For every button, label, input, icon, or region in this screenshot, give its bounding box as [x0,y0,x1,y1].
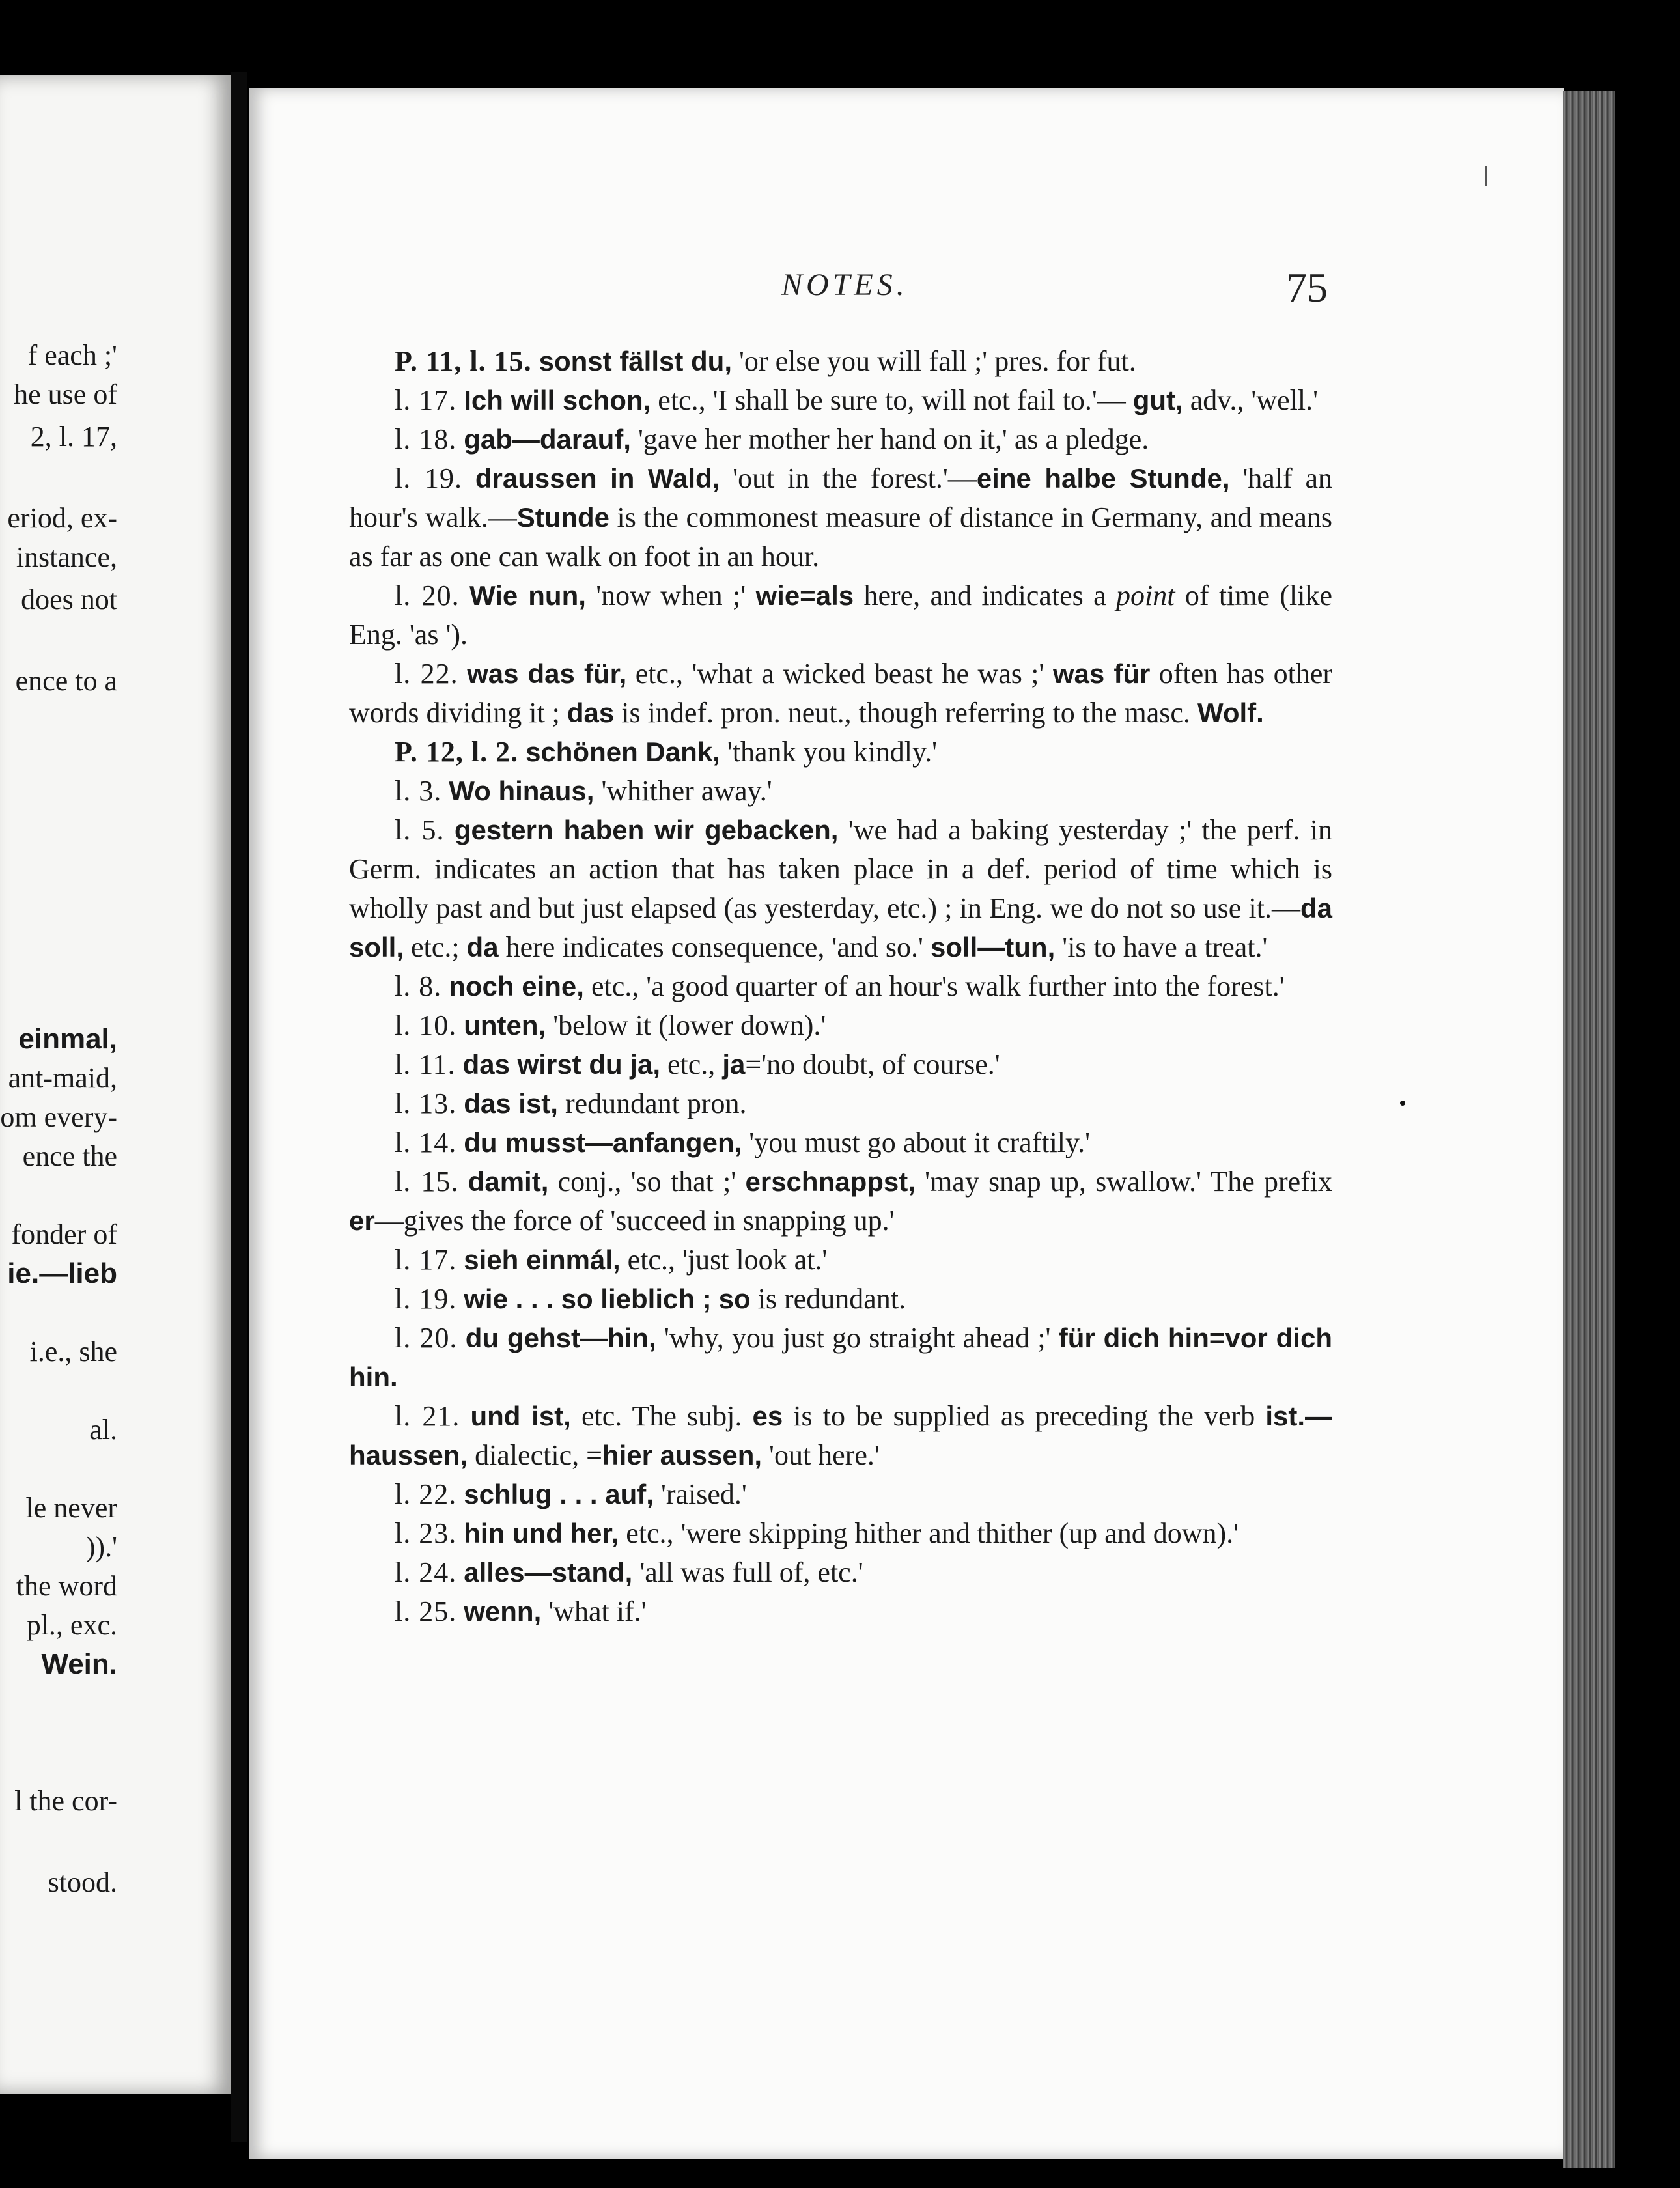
note-text: 'half an hour's walk.— [349,462,1332,533]
note-reference: l. 13. [395,1087,457,1119]
left-page-line: eriod, ex- [7,502,117,534]
german-term: sonst fällst du, [539,346,732,376]
note-text: of time (like Eng. 'as '). [349,580,1333,651]
german-term: soll—tun, [930,932,1056,962]
note-text: 'all was full of, etc.' [632,1556,863,1588]
note-text: etc.; [404,931,467,963]
note-text: 'out here.' [762,1439,880,1471]
page-edges [1563,91,1615,2168]
german-term: Wo hinaus, [449,776,595,806]
note-text: dialectic, = [468,1439,602,1471]
note-reference: l. 18. [395,423,457,455]
note-text: here indicates consequence, 'and so.' [498,931,931,963]
note-text: etc., 'a good quarter of an hour's walk further into the forest.' [583,970,1285,1002]
note-reference: l. 5. [395,814,445,846]
note-text: etc., 'what a wicked beast he was ;' [626,658,1053,690]
german-term: erschnappst, [745,1166,916,1197]
note-reference: l. 25. [395,1595,457,1627]
left-page-line: ence the [22,1140,117,1172]
note-reference: l. 19. [395,462,463,494]
note-reference: l. 20. [395,1322,458,1354]
note-text: 'whither away.' [594,775,772,807]
german-term: das [567,697,615,728]
note-reference: l. 21. [395,1400,460,1432]
german-term: wie=als [755,580,854,611]
note-entry [349,342,1332,381]
note-entry [349,576,1332,654]
german-term: ist.—haussen, [349,1401,1332,1470]
german-term: was für [1052,658,1151,689]
note-text: 'now when ;' [585,580,756,611]
left-page-line: Wein. [41,1648,117,1680]
german-term: das ist, [464,1088,558,1119]
note-reference: l. 17. [395,1244,457,1276]
left-page-text [0,75,231,2094]
note-reference: l. 11. [395,1048,456,1080]
left-page-line: pl., exc. [26,1609,117,1641]
german-term: Ich will schon, [464,385,651,415]
left-page-line: le never [25,1492,117,1524]
left-page-line: he use of [14,378,117,410]
note-reference: l. 19. [395,1283,457,1315]
left-page-line: ant-maid, [8,1062,117,1094]
note-reference: l. 22. [395,1478,457,1510]
note-entry [349,420,1332,459]
stray-dot [1400,1101,1405,1106]
left-page-line: al. [89,1414,117,1446]
left-page-line: om every- [0,1101,117,1133]
note-text: etc., 'were skipping hither and thither (up and down).' [619,1517,1239,1549]
note-text: redundant pron. [557,1087,747,1119]
left-page-line: instance, [16,541,117,573]
note-text: 'you must go about it craftily.' [742,1127,1091,1158]
german-term: da soll, [349,893,1332,962]
german-term: hin und her, [464,1518,619,1549]
note-reference: l. 24. [395,1556,457,1588]
note-text: 'is to have a treat.' [1055,931,1268,963]
left-page-line: i.e., she [29,1336,117,1368]
book-gutter [231,72,247,2142]
left-page-line: ence to a [15,665,117,697]
german-term: sieh einmál, [464,1244,621,1275]
left-page-line: does not [21,583,117,615]
note-text: 'thank you kindly.' [720,736,938,768]
note-entry [349,1241,1332,1280]
left-page-line: 2, l. 17, [30,421,117,453]
note-text: adv., 'well.' [1183,384,1319,416]
note-text: etc., [660,1048,723,1080]
note-entry [349,381,1332,420]
german-term: unten, [464,1010,546,1041]
note-text: etc. The subj. [570,1400,753,1432]
note-reference: l. 22. [395,658,458,690]
note-reference: l. 14. [395,1127,457,1158]
note-entry [349,1553,1332,1592]
german-term: was das für, [467,658,627,689]
scan-mark [1485,166,1487,186]
left-page-line: stood. [48,1866,117,1898]
german-term: gut, [1132,385,1183,415]
note-entry [349,811,1332,967]
german-term: Wie nun, [469,580,586,611]
german-term: draussen in Wald, [475,463,720,494]
note-text: 'raised.' [653,1478,747,1510]
note-text: etc., 'I shall be sure to, will not fail to.'— [651,384,1133,416]
note-text: 'or else you will fall ;' pres. for fut. [732,345,1136,377]
german-term: da [466,932,499,962]
notes-list [349,342,1332,1631]
german-term: gestern haben wir gebacken, [454,815,839,845]
german-term: Stunde [516,502,610,533]
german-term: schlug . . . auf, [464,1479,654,1509]
note-text: here, and indicates a [854,580,1117,611]
german-term: gab—darauf, [464,424,631,455]
note-text: 'below it (lower down).' [546,1009,826,1041]
emphasis: point [1116,580,1175,611]
note-entry [349,1475,1332,1514]
note-entry [349,1319,1332,1397]
note-text: conj., 'so that ;' [548,1166,746,1198]
left-page-line: f each ;' [27,339,117,371]
german-term: er [349,1205,375,1236]
note-text: 'why, you just go straight ahead ;' [656,1322,1059,1354]
left-page-line: ie.—lieb [7,1257,117,1289]
left-page-line: )).' [85,1531,117,1563]
german-term: Wolf. [1197,697,1264,728]
note-entry [349,772,1332,811]
note-entry [349,1162,1332,1241]
note-text: 'gave her mother her hand on it,' as a pledge. [630,423,1149,455]
note-text: is the commonest measure of distance in Germany, and means as far as one can walk on foot in an hour. [349,501,1333,572]
german-term: hier aussen, [602,1440,763,1470]
left-page-line: the word [16,1570,117,1602]
german-term: es [752,1401,783,1431]
german-term: wenn, [464,1596,542,1627]
german-term: für dich hin=vor dich hin. [349,1323,1332,1392]
note-text [712,1283,719,1315]
note-text: is to be supplied as preceding the verb [783,1400,1266,1432]
note-reference: l. 10. [395,1009,457,1041]
german-term: du musst—anfangen, [464,1127,742,1158]
note-reference: l. 20. [395,580,460,611]
note-entry [349,967,1332,1006]
left-page [0,75,231,2094]
left-page-line: einmal, [18,1023,117,1055]
running-header: NOTES. [781,268,908,302]
note-entry [349,1045,1332,1084]
note-text: 'what if.' [541,1595,647,1627]
german-term: so [718,1283,751,1314]
german-term: eine halbe Stunde, [976,463,1230,494]
note-text: etc., 'just look at.' [620,1244,828,1276]
note-entry [349,1123,1332,1162]
note-text: —gives the force of 'succeed in snapping up.' [374,1205,895,1237]
note-text: often has other words dividing it ; [349,658,1333,729]
note-reference: P. 12, l. 2. [395,736,519,768]
german-term: alles—stand, [464,1557,633,1588]
note-text: 'may snap up, swallow.' The prefix [915,1166,1333,1198]
note-entry [349,1514,1332,1553]
german-term: das wirst du ja, [462,1049,661,1080]
note-text: ='no doubt, of course.' [745,1048,1000,1080]
note-entry [349,1397,1332,1475]
note-reference: l. 17. [395,384,457,416]
german-term: du gehst—hin, [465,1323,656,1353]
note-reference: P. 11, l. 15. [395,345,532,377]
german-term: wie . . . so lieblich ; [464,1283,712,1314]
german-term: und ist, [470,1401,571,1431]
german-term: ja [722,1049,746,1080]
german-term: noch eine, [449,971,584,1002]
note-entry [349,1006,1332,1045]
note-reference: l. 3. [395,775,442,807]
note-entry [349,459,1332,576]
note-reference: l. 15. [395,1166,459,1198]
note-entry [349,733,1332,772]
note-reference: l. 23. [395,1517,457,1549]
note-entry [349,654,1332,733]
note-reference: l. 8. [395,970,442,1002]
note-text: 'out in the forest.'— [720,462,977,494]
page-number: 75 [1286,264,1328,311]
left-page-line: l the cor- [14,1785,117,1817]
note-text: is indef. pron. neut., though referring to the masc. [614,697,1197,729]
note-entry [349,1084,1332,1123]
note-entry [349,1592,1332,1631]
german-term: schönen Dank, [525,736,720,767]
left-page-line: fonder of [11,1218,117,1250]
note-text: is redundant. [750,1283,906,1315]
note-entry [349,1280,1332,1319]
note-text: 'we had a baking yesterday ;' the perf. in Germ. indicates an action that has taken place in a def. period of time which is wholly past and but just elapsed (as yesterday, etc.) ; in Eng. we do not so use it.— [349,814,1333,924]
german-term: damit, [468,1166,549,1197]
